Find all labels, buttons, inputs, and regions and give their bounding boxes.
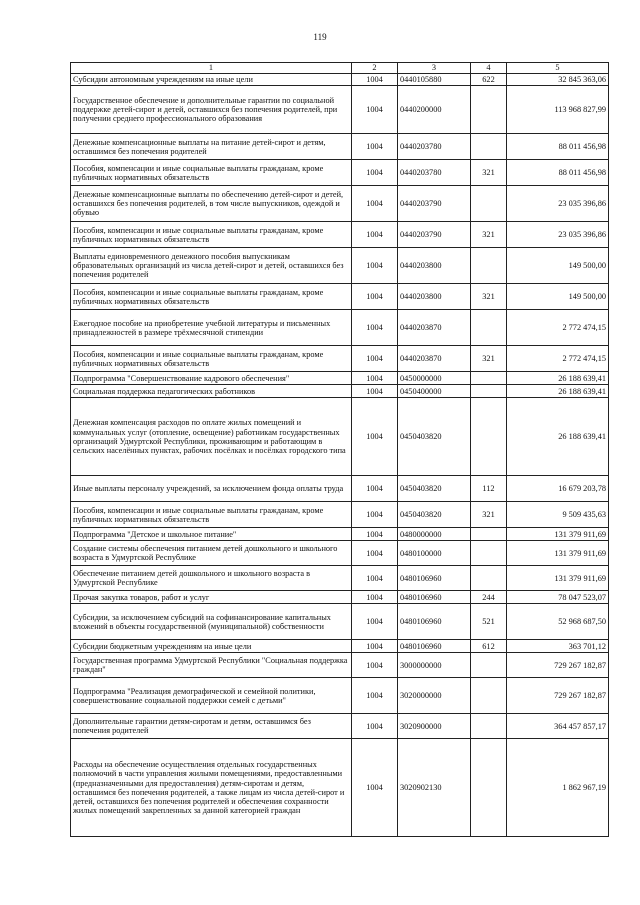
row-name: Расходы на обеспечение осуществления отдельных государственных полномочий в части управления жилыми помещениями, предоставленными (предназначенными для предоставления) детям-сиротам и детям, оставшимся без попечения родителей, а также лицам из числа детей-сирот и детей, оставшихся без попечения родителей и обеспечения сохранности жилых помещений закрепленных за данной категорией граждан bbox=[71, 739, 352, 837]
table-row bbox=[71, 502, 609, 528]
row-section: 1004 bbox=[352, 186, 398, 222]
table-row bbox=[71, 476, 609, 502]
row-type bbox=[471, 678, 507, 714]
row-section: 1004 bbox=[352, 541, 398, 566]
row-code: 3020902130 bbox=[398, 739, 471, 837]
row-amount: 149 500,00 bbox=[507, 284, 609, 310]
row-amount: 729 267 182,87 bbox=[507, 653, 609, 678]
row-type: 321 bbox=[471, 222, 507, 248]
row-type: 112 bbox=[471, 476, 507, 502]
row-type bbox=[471, 186, 507, 222]
row-code: 0480106960 bbox=[398, 604, 471, 640]
table-row bbox=[71, 86, 609, 134]
row-amount: 88 011 456,98 bbox=[507, 134, 609, 160]
row-amount: 729 267 182,87 bbox=[507, 678, 609, 714]
row-code: 0450400000 bbox=[398, 385, 471, 398]
row-code: 0480106960 bbox=[398, 640, 471, 653]
row-amount: 2 772 474,15 bbox=[507, 310, 609, 346]
row-type bbox=[471, 385, 507, 398]
row-name: Пособия, компенсации и иные социальные выплаты гражданам, кроме публичных нормативных обязательств bbox=[71, 502, 352, 528]
table-row bbox=[71, 604, 609, 640]
table-row bbox=[71, 566, 609, 591]
row-type bbox=[471, 372, 507, 385]
row-name: Ежегодное пособие на приобретение учебной литературы и письменных принадлежностей в размере трёхмесячной стипендии bbox=[71, 310, 352, 346]
header-col-code: 3 bbox=[398, 63, 471, 74]
row-section: 1004 bbox=[352, 86, 398, 134]
row-code: 0440203780 bbox=[398, 134, 471, 160]
row-type bbox=[471, 714, 507, 739]
table-row bbox=[71, 541, 609, 566]
row-type bbox=[471, 566, 507, 591]
row-type bbox=[471, 653, 507, 678]
row-name: Дополнительные гарантии детям-сиротам и детям, оставшимся без попечения родителей bbox=[71, 714, 352, 739]
row-code: 0480100000 bbox=[398, 541, 471, 566]
row-amount: 131 379 911,69 bbox=[507, 566, 609, 591]
table-row bbox=[71, 222, 609, 248]
row-code: 0480000000 bbox=[398, 528, 471, 541]
table-row bbox=[71, 160, 609, 186]
row-code: 0440203800 bbox=[398, 248, 471, 284]
row-section: 1004 bbox=[352, 372, 398, 385]
row-code: 0450403820 bbox=[398, 502, 471, 528]
table-row bbox=[71, 134, 609, 160]
row-amount: 2 772 474,15 bbox=[507, 346, 609, 372]
row-type bbox=[471, 739, 507, 837]
table-row bbox=[71, 591, 609, 604]
header-col-section: 2 bbox=[352, 63, 398, 74]
row-amount: 131 379 911,69 bbox=[507, 528, 609, 541]
row-type bbox=[471, 528, 507, 541]
row-amount: 26 188 639,41 bbox=[507, 372, 609, 385]
row-amount: 26 188 639,41 bbox=[507, 385, 609, 398]
row-code: 0480106960 bbox=[398, 566, 471, 591]
row-type: 612 bbox=[471, 640, 507, 653]
table-row bbox=[71, 385, 609, 398]
row-code: 0450403820 bbox=[398, 398, 471, 476]
page-number: 119 bbox=[313, 32, 327, 42]
row-code: 0450403820 bbox=[398, 476, 471, 502]
row-amount: 88 011 456,98 bbox=[507, 160, 609, 186]
row-section: 1004 bbox=[352, 678, 398, 714]
row-type bbox=[471, 310, 507, 346]
row-section: 1004 bbox=[352, 222, 398, 248]
row-type: 622 bbox=[471, 74, 507, 86]
row-name: Денежная компенсация расходов по оплате жилых помещений и коммунальных услуг (отопление, освещение) работникам государственных организаций Удмуртской Республики, проживающим и работающим в сельских населённых пунктах, рабочих посёлках и посёлках городского типа bbox=[71, 398, 352, 476]
row-name: Прочая закупка товаров, работ и услуг bbox=[71, 591, 352, 604]
row-section: 1004 bbox=[352, 739, 398, 837]
row-name: Субсидии автономным учреждениям на иные цели bbox=[71, 74, 352, 86]
row-name: Подпрограмма "Совершенствование кадрового обеспечения" bbox=[71, 372, 352, 385]
table-body bbox=[71, 74, 609, 837]
row-name: Выплаты единовременного денежного пособия выпускникам образовательных организаций из числа детей-сирот и детей, оставшихся без попечения родителей bbox=[71, 248, 352, 284]
row-amount: 23 035 396,86 bbox=[507, 222, 609, 248]
row-code: 3020900000 bbox=[398, 714, 471, 739]
row-section: 1004 bbox=[352, 566, 398, 591]
row-type: 321 bbox=[471, 346, 507, 372]
row-code: 0440105880 bbox=[398, 74, 471, 86]
table-row bbox=[71, 528, 609, 541]
row-name: Иные выплаты персоналу учреждений, за исключением фонда оплаты труда bbox=[71, 476, 352, 502]
row-amount: 149 500,00 bbox=[507, 248, 609, 284]
table-row bbox=[71, 74, 609, 86]
row-amount: 364 457 857,17 bbox=[507, 714, 609, 739]
row-name: Подпрограмма "Реализация демографической и семейной политики, совершенствование социальной поддержки семей с детьми" bbox=[71, 678, 352, 714]
row-amount: 16 679 203,78 bbox=[507, 476, 609, 502]
row-type: 521 bbox=[471, 604, 507, 640]
row-amount: 131 379 911,69 bbox=[507, 541, 609, 566]
row-type: 321 bbox=[471, 284, 507, 310]
row-name: Создание системы обеспечения питанием детей дошкольного и школьного возраста в Удмуртской Республике bbox=[71, 541, 352, 566]
row-section: 1004 bbox=[352, 134, 398, 160]
row-section: 1004 bbox=[352, 160, 398, 186]
table-row bbox=[71, 678, 609, 714]
row-code: 3020000000 bbox=[398, 678, 471, 714]
row-code: 0440203790 bbox=[398, 186, 471, 222]
row-name: Государственная программа Удмуртской Республики "Социальная поддержка граждан" bbox=[71, 653, 352, 678]
budget-table bbox=[70, 62, 609, 837]
row-section: 1004 bbox=[352, 528, 398, 541]
table-row bbox=[71, 346, 609, 372]
row-code: 0450000000 bbox=[398, 372, 471, 385]
row-amount: 78 047 523,07 bbox=[507, 591, 609, 604]
row-name: Денежные компенсационные выплаты по обеспечению детей-сирот и детей, оставшихся без попечения родителей, в том числе выпускников, одеждой и обувью bbox=[71, 186, 352, 222]
table-row bbox=[71, 398, 609, 476]
row-amount: 9 509 435,63 bbox=[507, 502, 609, 528]
row-code: 0440203870 bbox=[398, 346, 471, 372]
row-name: Пособия, компенсации и иные социальные выплаты гражданам, кроме публичных нормативных обязательств bbox=[71, 222, 352, 248]
row-code: 3000000000 bbox=[398, 653, 471, 678]
row-type bbox=[471, 134, 507, 160]
row-section: 1004 bbox=[352, 310, 398, 346]
header-col-amount: 5 bbox=[507, 63, 609, 74]
row-name: Субсидии, за исключением субсидий на софинансирование капитальных вложений в объекты государственной (муниципальной) собственности bbox=[71, 604, 352, 640]
row-name: Пособия, компенсации и иные социальные выплаты гражданам, кроме публичных нормативных обязательств bbox=[71, 346, 352, 372]
header-col-name: 1 bbox=[71, 63, 352, 74]
row-type: 321 bbox=[471, 160, 507, 186]
row-amount: 1 862 967,19 bbox=[507, 739, 609, 837]
row-type bbox=[471, 398, 507, 476]
row-type: 321 bbox=[471, 502, 507, 528]
row-section: 1004 bbox=[352, 604, 398, 640]
row-name: Пособия, компенсации и иные социальные выплаты гражданам, кроме публичных нормативных обязательств bbox=[71, 160, 352, 186]
row-amount: 113 968 827,99 bbox=[507, 86, 609, 134]
row-code: 0440200000 bbox=[398, 86, 471, 134]
row-code: 0440203800 bbox=[398, 284, 471, 310]
row-section: 1004 bbox=[352, 284, 398, 310]
row-name: Социальная поддержка педагогических работников bbox=[71, 385, 352, 398]
row-amount: 32 845 363,06 bbox=[507, 74, 609, 86]
table-row bbox=[71, 653, 609, 678]
row-amount: 26 188 639,41 bbox=[507, 398, 609, 476]
header-col-type: 4 bbox=[471, 63, 507, 74]
row-type bbox=[471, 86, 507, 134]
row-section: 1004 bbox=[352, 714, 398, 739]
table-row bbox=[71, 372, 609, 385]
row-section: 1004 bbox=[352, 653, 398, 678]
row-section: 1004 bbox=[352, 74, 398, 86]
row-type bbox=[471, 248, 507, 284]
row-code: 0440203790 bbox=[398, 222, 471, 248]
table-row bbox=[71, 310, 609, 346]
row-section: 1004 bbox=[352, 346, 398, 372]
row-name: Пособия, компенсации и иные социальные выплаты гражданам, кроме публичных нормативных обязательств bbox=[71, 284, 352, 310]
table-row bbox=[71, 186, 609, 222]
table-row bbox=[71, 248, 609, 284]
row-amount: 23 035 396,86 bbox=[507, 186, 609, 222]
table-row bbox=[71, 640, 609, 653]
row-code: 0480106960 bbox=[398, 591, 471, 604]
row-section: 1004 bbox=[352, 591, 398, 604]
row-name: Денежные компенсационные выплаты на питание детей-сирот и детям, оставшимся без попечения родителей bbox=[71, 134, 352, 160]
row-section: 1004 bbox=[352, 248, 398, 284]
table-row bbox=[71, 714, 609, 739]
row-code: 0440203870 bbox=[398, 310, 471, 346]
row-name: Обеспечение питанием детей дошкольного и школьного возраста в Удмуртской Республике bbox=[71, 566, 352, 591]
row-code: 0440203780 bbox=[398, 160, 471, 186]
row-section: 1004 bbox=[352, 640, 398, 653]
row-section: 1004 bbox=[352, 502, 398, 528]
row-name: Субсидии бюджетным учреждениям на иные цели bbox=[71, 640, 352, 653]
row-amount: 52 968 687,50 bbox=[507, 604, 609, 640]
header-row bbox=[71, 63, 609, 74]
table-row bbox=[71, 739, 609, 837]
row-type bbox=[471, 541, 507, 566]
row-section: 1004 bbox=[352, 476, 398, 502]
row-name: Подпрограмма "Детское и школьное питание" bbox=[71, 528, 352, 541]
row-section: 1004 bbox=[352, 385, 398, 398]
row-section: 1004 bbox=[352, 398, 398, 476]
row-amount: 363 701,12 bbox=[507, 640, 609, 653]
row-name: Государственное обеспечение и дополнительные гарантии по социальной поддержке детей-сирот и детей, оставшихся без попечения родителей, при получении среднего профессионального образования bbox=[71, 86, 352, 134]
table-row bbox=[71, 284, 609, 310]
row-type: 244 bbox=[471, 591, 507, 604]
